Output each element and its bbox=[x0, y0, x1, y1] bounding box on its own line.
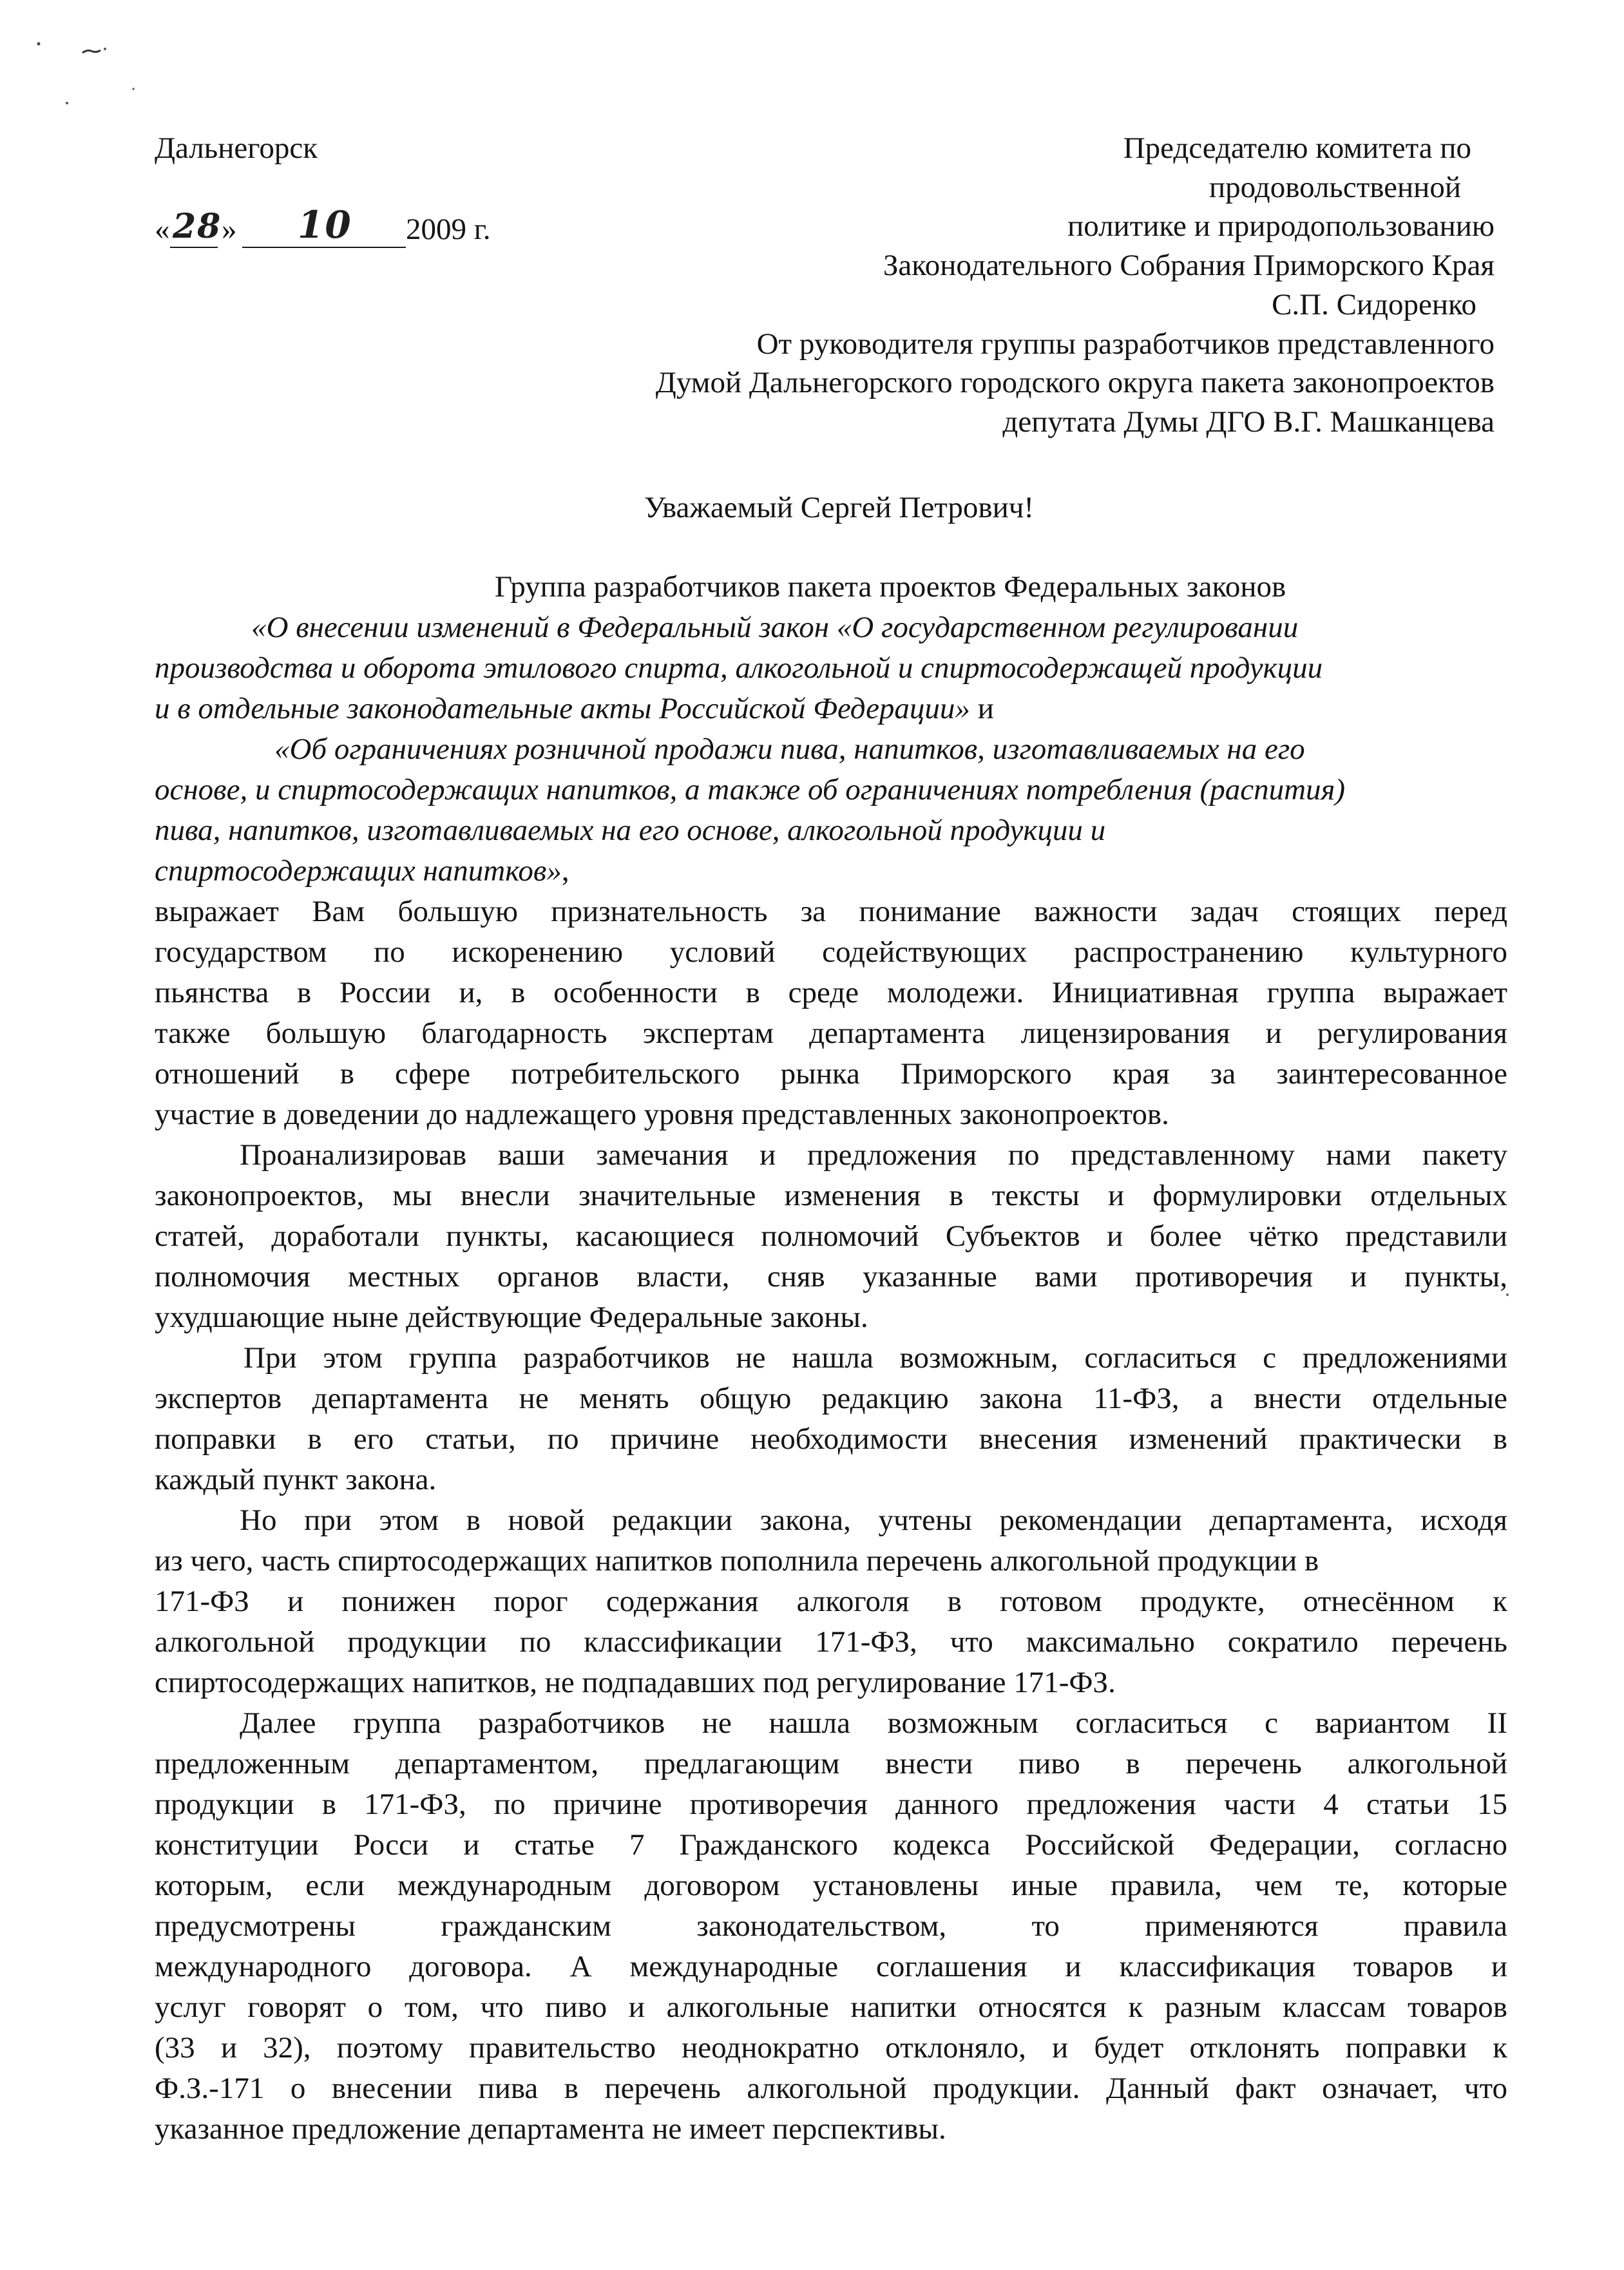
body-line: услуг говорят о том, что пиво и алкогольные напитки относятся к разным классам товаров bbox=[155, 1990, 1507, 2024]
date-day-underline bbox=[170, 247, 218, 248]
addressee-line: политике и природопользованию bbox=[1067, 209, 1495, 243]
law1-line: «О внесении изменений в Федеральный закон «О государственном регулировании bbox=[251, 611, 1299, 644]
letter-body bbox=[155, 567, 1507, 2150]
addressee-line: Председателю комитета по bbox=[1123, 131, 1471, 165]
body-line: выражает Вам большую признательность за понимание важности задач стоящих перед bbox=[155, 895, 1507, 928]
body-line: Ф.З.-171 о внесении пива в перечень алкогольной продукции. Данный факт означает, что bbox=[155, 2072, 1507, 2105]
body-line: отношений в сфере потребительского рынка Приморского края за заинтересованное bbox=[155, 1057, 1507, 1091]
law2-line: основе, и спиртосодержащих напитков, а также об ограничениях потребления (распития) bbox=[155, 773, 1346, 806]
date-close-quote: » bbox=[222, 213, 237, 246]
body-line: государством по искоренению условий содействующих распространению культурного bbox=[155, 935, 1507, 969]
body-line: конституции Росси и статье 7 Гражданского кодекса Российской Федерации, согласно bbox=[155, 1828, 1507, 1862]
body-line: Но при этом в новой редакции закона, учтены рекомендации департамента, исходя bbox=[240, 1503, 1507, 1537]
date-year: 2009 г. bbox=[406, 213, 491, 246]
date-open-quote: « bbox=[155, 213, 170, 246]
body-line: из чего, часть спиртосодержащих напитков пополнила перечень алкогольной продукции в bbox=[155, 1544, 1319, 1578]
body-line: указанное предложение департамента не имеет перспективы. bbox=[155, 2112, 946, 2146]
body-line: 171-ФЗ и понижен порог содержания алкоголя в готовом продукте, отнесённом к bbox=[155, 1585, 1507, 1618]
body-line: которым, если международным договором установлены иные правила, чем те, которые bbox=[155, 1869, 1507, 1902]
date-month-handwritten: 10 bbox=[298, 203, 352, 247]
body-line: предусмотрены гражданским законодательством, то применяются правила bbox=[155, 1909, 1507, 1943]
body-line: законопроектов, мы внесли значительные изменения в тексты и формулировки отдельных bbox=[155, 1179, 1507, 1212]
body-line: участие в доведении до надлежащего уровня представленных законопроектов. bbox=[155, 1098, 1169, 1131]
intro-lead: Группа разработчиков пакета проектов Федеральных законов bbox=[495, 570, 1286, 604]
salutation: Уважаемый Сергей Петрович! bbox=[644, 491, 1035, 524]
law2-tail: , bbox=[561, 854, 569, 888]
body-line: (33 и 32), поэтому правительство неоднократно отклоняло, и будет отклонять поправки к bbox=[155, 2031, 1507, 2065]
law2-line: «Об ограничениях розничной продажи пива, напитков, изготавливаемых на его bbox=[274, 732, 1305, 766]
addressee-line: Думой Дальнегорского городского округа пакета законопроектов bbox=[655, 366, 1495, 400]
body-line: статей, доработали пункты, касающиеся полномочий Субъектов и более чётко представили bbox=[155, 1219, 1507, 1253]
addressee-line: продовольственной bbox=[1209, 170, 1461, 204]
body-line: поправки в его статьи, по причине необходимости внесения изменений практически в bbox=[155, 1422, 1507, 1456]
body-line: продукции в 171-ФЗ, по причине противоречия данного предложения части 4 статьи 15 bbox=[155, 1788, 1507, 1821]
body-line: При этом группа разработчиков не нашла возможным, согласиться с предложениями bbox=[244, 1341, 1507, 1375]
body-line: пьянства в России и, в особенности в среде молодежи. Инициативная группа выражает bbox=[155, 976, 1507, 1009]
body-line: Далее группа разработчиков не нашла возможным согласиться с вариантом II bbox=[240, 1706, 1507, 1740]
body-line: экспертов департамента не менять общую редакцию закона 11-ФЗ, а внести отдельные bbox=[155, 1382, 1507, 1415]
date-month-underline bbox=[242, 247, 406, 248]
law1-line: производства и оборота этилового спирта, алкогольной и спиртосодержащей продукции bbox=[155, 651, 1323, 685]
law2-line: спиртосодержащих напитков» bbox=[155, 854, 562, 888]
body-line: Проанализировав ваши замечания и предложения по представленному нами пакету bbox=[240, 1138, 1507, 1172]
sender-city: Дальнегорск bbox=[155, 131, 318, 165]
law-conjunction: и bbox=[970, 692, 994, 725]
body-line: ухудшающие ныне действующие Федеральные законы. bbox=[155, 1301, 868, 1334]
body-line: полномочия местных органов власти, сняв указанные вами противоречия и пункты, bbox=[155, 1260, 1507, 1293]
body-line: предложенным департаментом, предлагающим внести пиво в перечень алкогольной bbox=[155, 1747, 1507, 1780]
letter-date bbox=[155, 203, 528, 254]
law1-line: и в отдельные законодательные акты Российской Федерации» bbox=[155, 692, 970, 725]
date-day-handwritten: 28 bbox=[173, 207, 222, 246]
addressee-line: От руководителя группы разработчиков представленного bbox=[756, 327, 1495, 361]
body-line: каждый пункт закона. bbox=[155, 1463, 437, 1496]
addressee-line: Законодательного Собрания Приморского Края bbox=[883, 249, 1495, 283]
law2-last-line bbox=[155, 851, 1507, 892]
body-line: также большую благодарность экспертам департамента лицензирования и регулирования bbox=[155, 1016, 1507, 1050]
body-line: спиртосодержащих напитков, не подпадавших под регулирование 171-ФЗ. bbox=[155, 1666, 1116, 1699]
addressee-block bbox=[656, 129, 1495, 442]
body-line: международного договора. А международные соглашения и классификация товаров и bbox=[155, 1950, 1507, 1983]
addressee-name: С.П. Сидоренко bbox=[1272, 287, 1476, 321]
addressee-line: депутата Думы ДГО В.Г. Машканцева bbox=[1002, 405, 1495, 439]
law1-last-line bbox=[155, 689, 1507, 729]
body-line: алкогольной продукции по классификации 171-ФЗ, что максимально сократило перечень bbox=[155, 1625, 1507, 1659]
law2-line: пива, напитков, изготавливаемых на его основе, алкогольной продукции и bbox=[155, 814, 1106, 847]
